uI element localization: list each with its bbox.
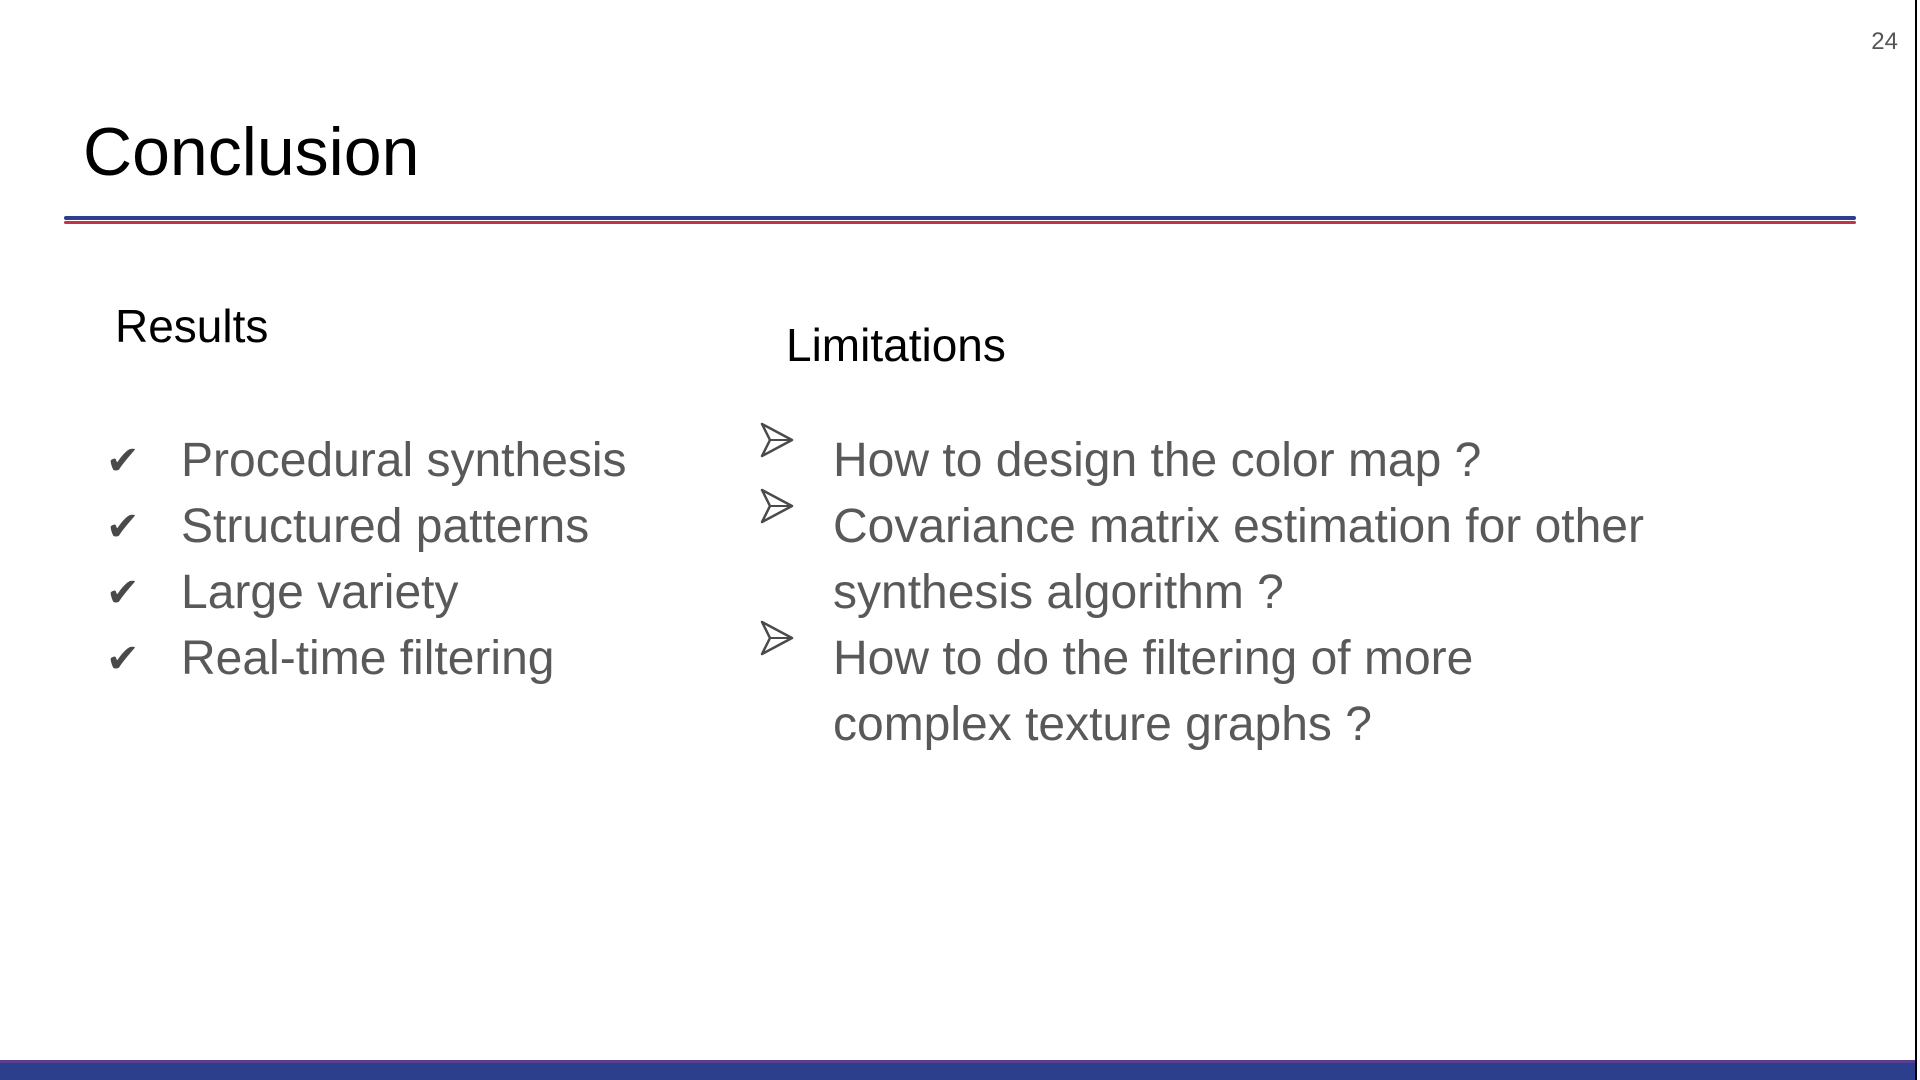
- list-item-text: How to design the color map ?: [833, 434, 1482, 487]
- arrowhead-icon: [760, 486, 794, 526]
- limitations-list: [760, 428, 1660, 758]
- list-item: [760, 626, 1660, 758]
- list-item-text: How to do the filtering of more complex texture graphs ?: [833, 632, 1474, 751]
- list-item-text: Structured patterns: [181, 500, 590, 553]
- list-item-text: Procedural synthesis: [181, 434, 627, 487]
- results-heading: Results: [115, 300, 269, 352]
- arrowhead-icon: [760, 420, 794, 460]
- list-item: [760, 428, 1660, 494]
- title-rule-blue: [64, 216, 1856, 220]
- page-number: 24: [1871, 28, 1898, 55]
- list-item: [106, 494, 726, 560]
- slide-title: Conclusion: [83, 114, 420, 190]
- checkmark-icon: ✔: [106, 505, 140, 549]
- footer-bar: [0, 1060, 1915, 1080]
- arrowhead-icon: [760, 618, 794, 658]
- list-item-text: Real-time filtering: [181, 632, 555, 685]
- list-item: [106, 626, 726, 692]
- results-list: [106, 428, 726, 692]
- list-item-text: Large variety: [181, 566, 459, 619]
- slide-right-edge: [1915, 0, 1917, 1080]
- list-item: [760, 494, 1660, 626]
- checkmark-icon: ✔: [106, 439, 140, 483]
- list-item: [106, 560, 726, 626]
- title-rule-red: [64, 221, 1856, 224]
- checkmark-icon: ✔: [106, 571, 140, 615]
- limitations-heading: Limitations: [786, 319, 1006, 371]
- list-item: [106, 428, 726, 494]
- list-item-text: Covariance matrix estimation for other synthesis algorithm ?: [833, 500, 1644, 619]
- checkmark-icon: ✔: [106, 637, 140, 681]
